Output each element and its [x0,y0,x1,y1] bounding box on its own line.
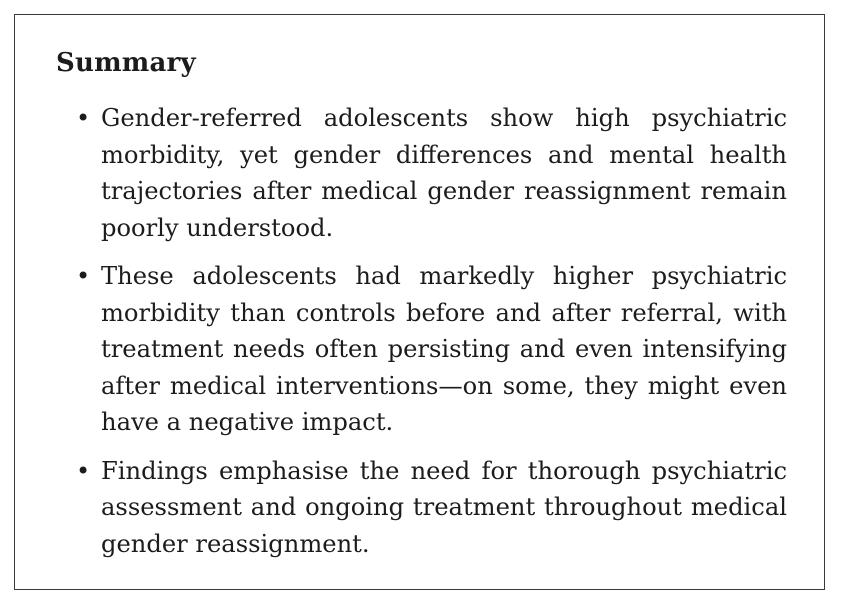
bullet-icon: • [76,262,91,290]
summary-item-text: These adolescents had markedly higher psychiatric morbidity than controls before and after referral, with treatment needs often persisting and even intensifying after medical interventions—on some, they might even have a negative impact. [101,262,787,436]
summary-item-3 [76,453,787,563]
summary-list [76,100,787,574]
summary-item-text: Gender-referred adolescents show high psychiatric morbidity, yet gender differences and mental health trajectories after medical gender reassignment remain poorly understood. [101,104,787,242]
summary-title: Summary [56,48,196,78]
summary-item-2 [76,258,787,441]
bullet-icon: • [76,456,91,485]
summary-box [14,14,825,590]
summary-item-text: Findings emphasise the need for thorough psychiatric assessment and ongoing treatment throughout medical gender reassignment. [101,456,787,558]
summary-item-1 [76,100,787,246]
bullet-icon: • [76,104,91,132]
